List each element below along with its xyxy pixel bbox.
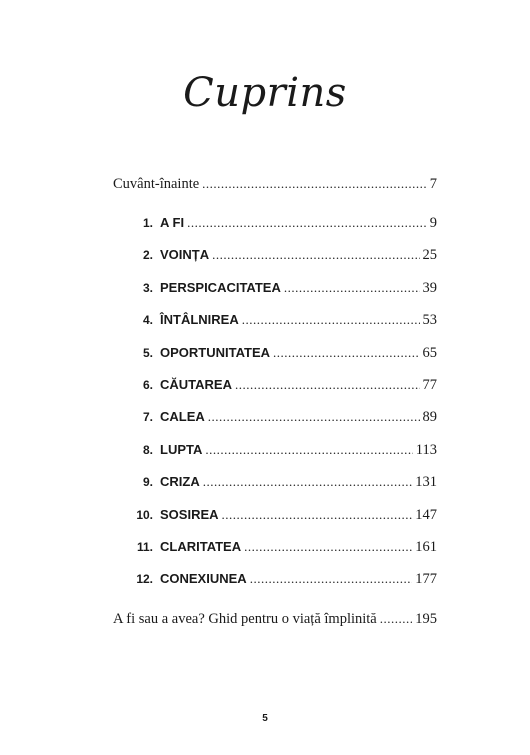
toc-chapter-12[interactable] <box>135 571 437 591</box>
dot-leader <box>187 215 427 231</box>
toc-entry-intro[interactable] <box>113 176 437 196</box>
dot-leader <box>203 474 413 490</box>
chapter-page: 113 <box>415 442 437 458</box>
chapter-page: 161 <box>415 539 437 555</box>
chapter-title: VOINȚA <box>160 247 210 262</box>
toc-chapter-8[interactable] <box>135 442 437 462</box>
toc-chapter-7[interactable] <box>135 409 437 429</box>
chapter-title: OPORTUNITATEA <box>160 345 271 360</box>
toc-chapter-2[interactable] <box>135 247 437 267</box>
toc-entry-page: 7 <box>429 176 437 192</box>
chapter-title: A FI <box>160 215 185 230</box>
toc-chapter-9[interactable] <box>135 474 437 494</box>
chapter-page: 177 <box>415 571 437 587</box>
dot-leader <box>273 345 419 361</box>
chapter-title: CONEXIUNEA <box>160 571 247 586</box>
toc-chapter-10[interactable] <box>135 507 437 527</box>
toc-chapter-4[interactable] <box>135 312 437 332</box>
chapter-number: 9. <box>142 475 153 489</box>
chapter-title: CALEA <box>160 409 205 424</box>
page-title: Cuprins <box>183 70 347 116</box>
toc-chapter-3[interactable] <box>135 280 437 300</box>
chapter-title: LUPTA <box>160 442 203 457</box>
dot-leader <box>284 280 420 296</box>
toc-chapter-6[interactable] <box>135 377 437 397</box>
chapter-page: 9 <box>429 215 437 231</box>
chapter-page: 65 <box>422 345 437 361</box>
chapter-page: 25 <box>422 247 437 263</box>
toc-chapter-11[interactable] <box>135 539 437 559</box>
dot-leader <box>244 539 412 555</box>
chapter-page: 53 <box>422 312 437 328</box>
dot-leader <box>242 312 420 328</box>
chapter-title: SOSIREA <box>160 507 219 522</box>
chapter-title: CLARITATEA <box>160 539 242 554</box>
chapter-number: 4. <box>142 313 153 327</box>
toc-entry-appendix[interactable] <box>113 611 437 631</box>
dot-leader <box>205 442 412 458</box>
toc-entry-page: 195 <box>415 611 437 627</box>
dot-leader <box>212 247 419 263</box>
chapter-title: ÎNTÂLNIREA <box>160 312 239 327</box>
chapter-number: 1. <box>142 216 153 230</box>
chapter-number: 2. <box>142 248 153 262</box>
chapter-page: 89 <box>422 409 437 425</box>
chapter-title: CĂUTAREA <box>160 377 232 392</box>
dot-leader <box>222 507 413 523</box>
chapter-number: 12. <box>136 572 153 586</box>
chapter-number: 3. <box>142 281 153 295</box>
chapter-number: 5. <box>142 346 153 360</box>
chapter-number: 8. <box>142 443 153 457</box>
dot-leader <box>250 571 413 587</box>
dot-leader <box>202 176 427 192</box>
toc-entry-label: Cuvânt-înainte <box>113 176 200 192</box>
dot-leader <box>380 611 413 627</box>
page-number: 5 <box>262 713 268 724</box>
chapter-page: 77 <box>422 377 437 393</box>
chapter-number: 11. <box>136 540 153 554</box>
dot-leader <box>208 409 420 425</box>
chapter-number: 10. <box>136 508 153 522</box>
chapter-number: 7. <box>142 410 153 424</box>
chapter-title: CRIZA <box>160 474 200 489</box>
chapter-page: 39 <box>422 280 437 296</box>
chapter-number: 6. <box>142 378 153 392</box>
dot-leader <box>235 377 420 393</box>
toc-entry-label: A fi sau a avea? Ghid pentru o viață împlinită <box>113 611 377 627</box>
chapter-page: 147 <box>415 507 437 523</box>
chapter-page: 131 <box>415 474 437 490</box>
chapter-title: PERSPICACITATEA <box>160 280 281 295</box>
toc-chapter-1[interactable] <box>135 215 437 235</box>
toc-chapter-5[interactable] <box>135 345 437 365</box>
